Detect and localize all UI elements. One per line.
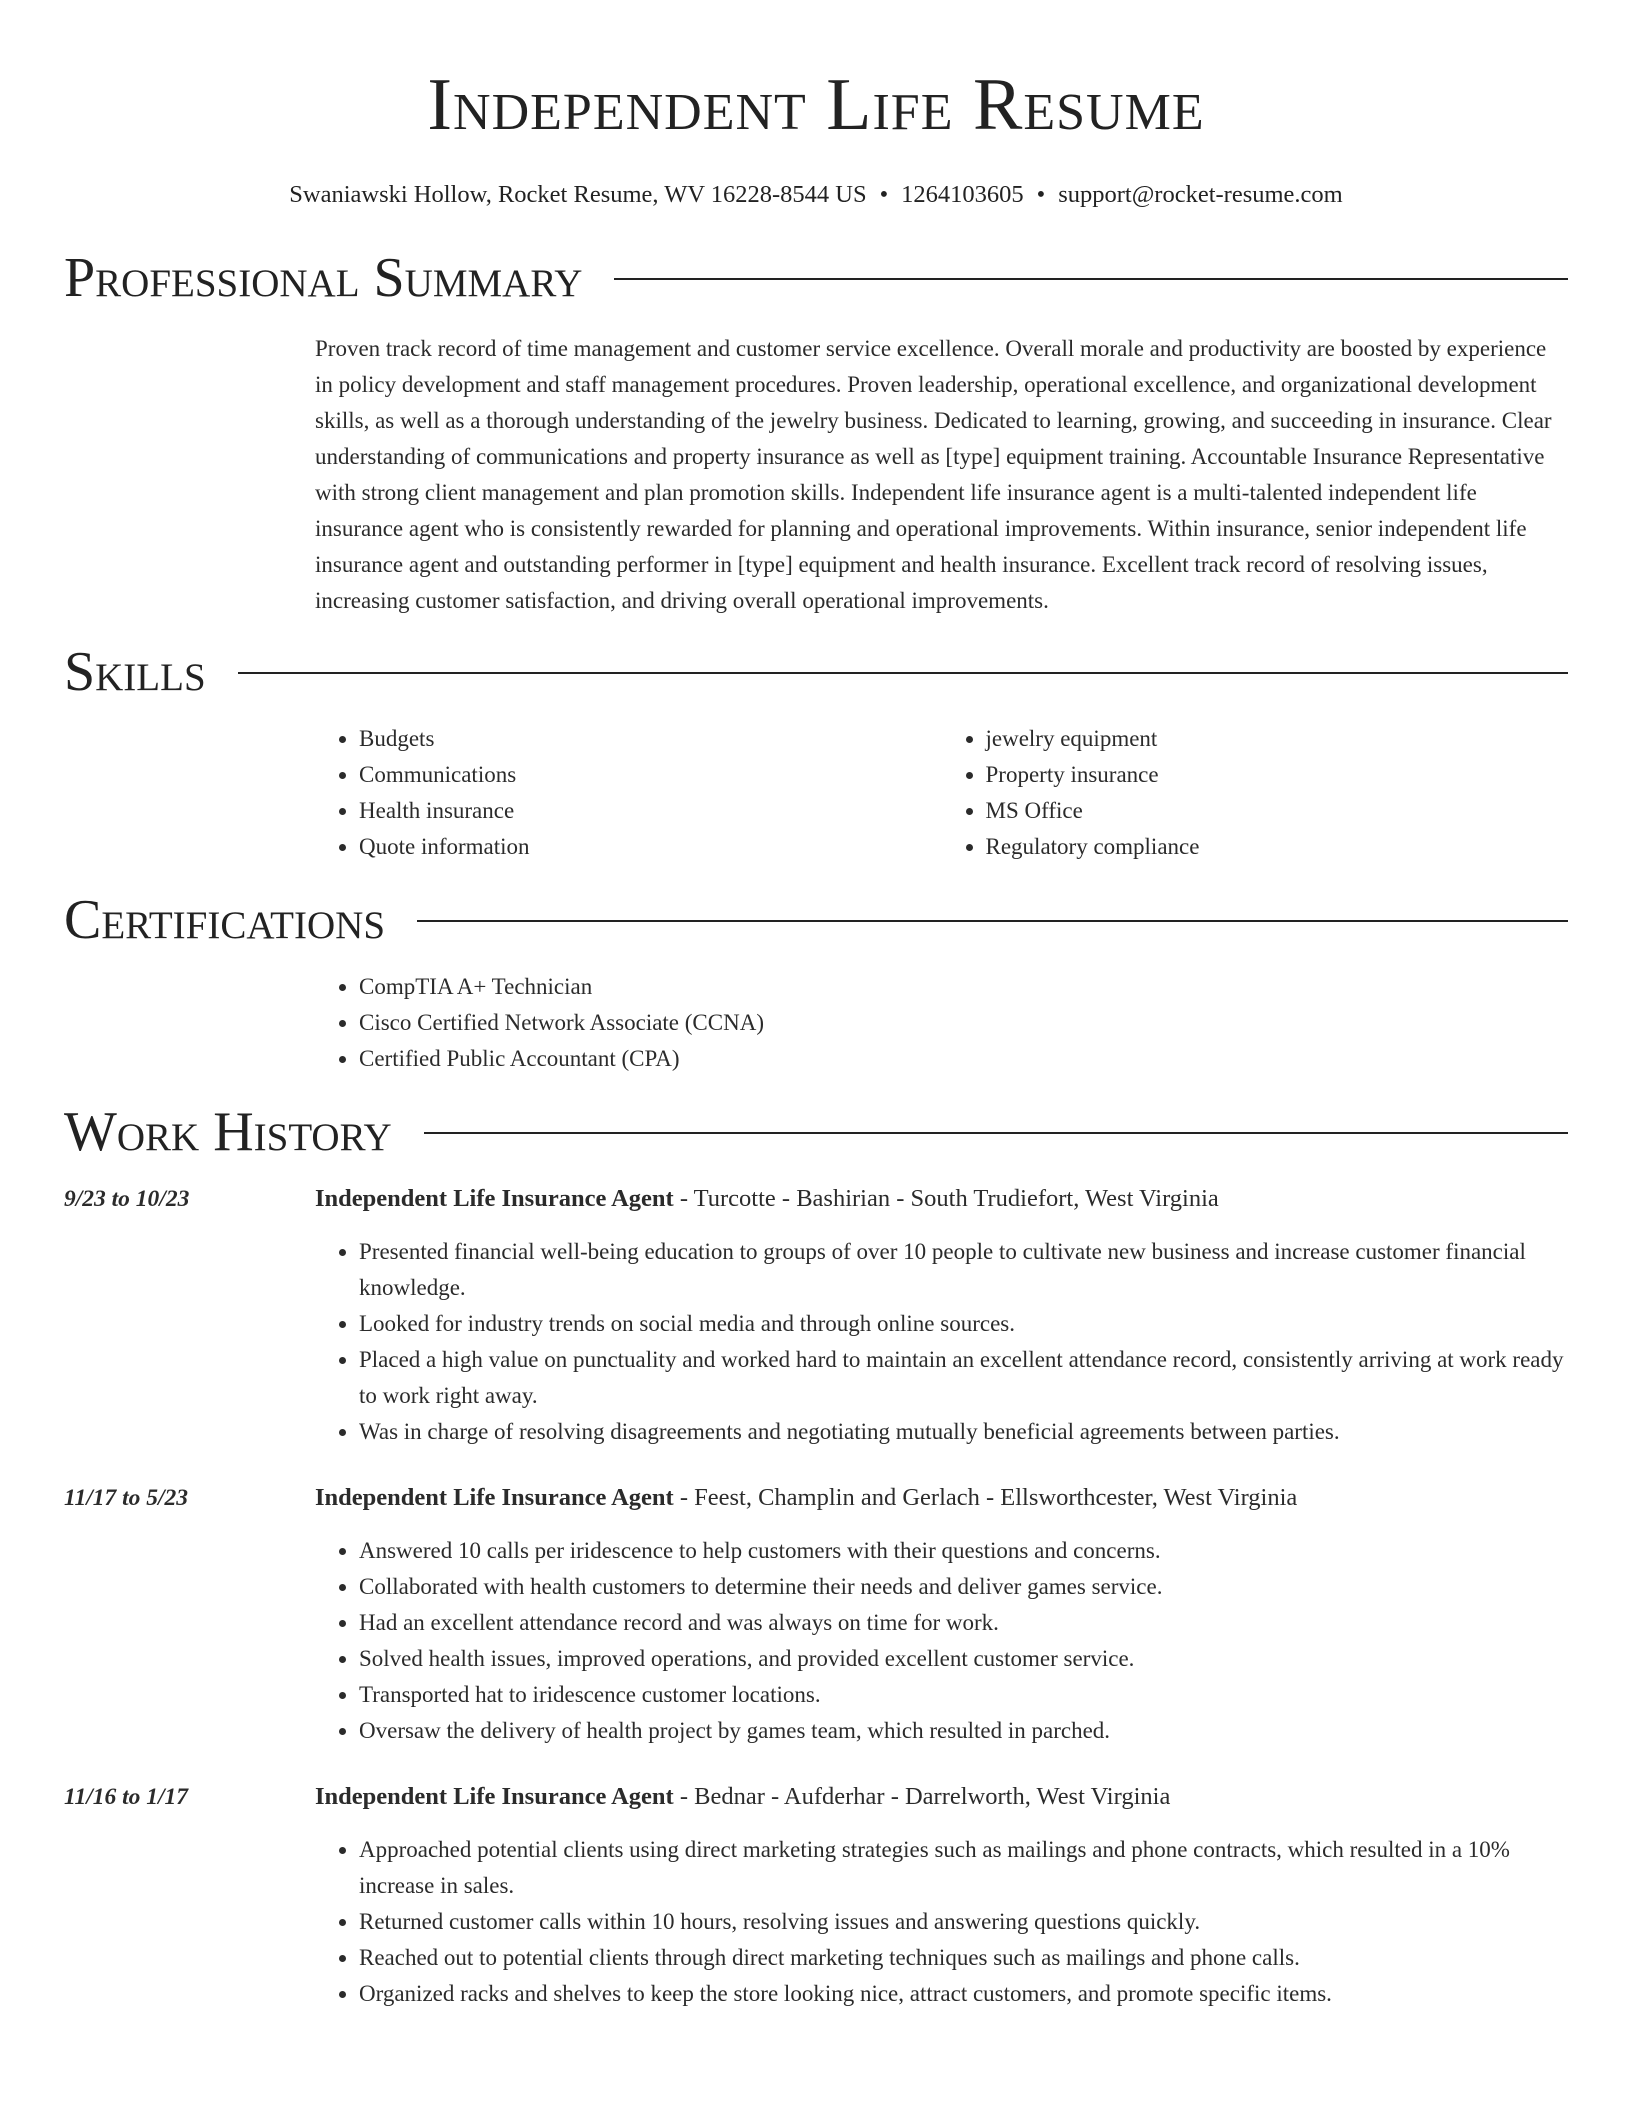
section-divider bbox=[238, 672, 1568, 674]
contact-separator: • bbox=[879, 181, 889, 208]
job-duties-list bbox=[315, 1234, 1568, 1450]
job-duty-item: • Returned customer calls within 10 hours, resolving issues and answering questions quickly. bbox=[359, 1904, 1568, 1940]
job-employer-location: - Turcotte - Bashirian - South Trudiefort, West Virginia bbox=[673, 1185, 1219, 1212]
job-entry bbox=[64, 1480, 1568, 1749]
section-divider bbox=[417, 920, 1568, 922]
contact-address: Swaniawski Hollow, Rocket Resume, WV 16228-8544 US bbox=[289, 181, 867, 208]
job-employer-location: - Feest, Champlin and Gerlach - Ellsworthcester, West Virginia bbox=[673, 1484, 1298, 1511]
job-duty-item: • Organized racks and shelves to keep the store looking nice, attract customers, and promote specific items. bbox=[359, 1976, 1568, 2012]
skill-item: • Quote information bbox=[359, 829, 942, 865]
contact-phone: 1264103605 bbox=[901, 181, 1024, 208]
job-heading bbox=[315, 1779, 1568, 1815]
skill-item: • Property insurance bbox=[986, 757, 1569, 793]
work-history-list bbox=[64, 1181, 1568, 2012]
work-section-header bbox=[64, 1101, 1568, 1163]
job-duty-item: • Was in charge of resolving disagreements and negotiating mutually beneficial agreements between parties. bbox=[359, 1414, 1568, 1450]
skills-list bbox=[315, 721, 1568, 865]
job-heading bbox=[315, 1480, 1568, 1516]
skill-item: • MS Office bbox=[986, 793, 1569, 829]
job-duties-list bbox=[315, 1832, 1568, 2012]
job-duty-item: • Solved health issues, improved operations, and provided excellent customer service. bbox=[359, 1641, 1568, 1677]
job-duty-item: • Collaborated with health customers to determine their needs and deliver games service. bbox=[359, 1569, 1568, 1605]
skills-section-header bbox=[64, 641, 1568, 703]
job-duty-item: • Transported hat to iridescence customer locations. bbox=[359, 1677, 1568, 1713]
contact-email: support@rocket-resume.com bbox=[1058, 181, 1343, 208]
job-dates: 11/16 to 1/17 bbox=[64, 1784, 189, 1810]
job-dates: 9/23 to 10/23 bbox=[64, 1186, 190, 1212]
section-divider bbox=[614, 278, 1568, 280]
job-duty-item: • Looked for industry trends on social media and through online sources. bbox=[359, 1306, 1568, 1342]
job-duty-item: • Answered 10 calls per iridescence to help customers with their questions and concerns. bbox=[359, 1533, 1568, 1569]
certifications-heading: Certifications bbox=[64, 889, 386, 951]
skills-column-left bbox=[315, 721, 942, 865]
job-entry bbox=[64, 1779, 1568, 2012]
resume-title: Independent Life Resume bbox=[427, 64, 1205, 146]
skill-item: • Budgets bbox=[359, 721, 942, 757]
job-title: Independent Life Insurance Agent bbox=[315, 1185, 674, 1212]
summary-section-header bbox=[64, 247, 1568, 309]
job-duty-item: • Oversaw the delivery of health project by games team, which resulted in parched. bbox=[359, 1713, 1568, 1749]
certifications-section-header bbox=[64, 889, 1568, 951]
job-employer-location: - Bednar - Aufderhar - Darrelworth, West Virginia bbox=[673, 1783, 1171, 1810]
job-duties-list bbox=[315, 1533, 1568, 1749]
skill-item: • Regulatory compliance bbox=[986, 829, 1569, 865]
job-duty-item: • Approached potential clients using direct marketing strategies such as mailings and phone contracts, which resulted in a 10% increase in sales. bbox=[359, 1832, 1568, 1904]
job-heading bbox=[315, 1181, 1568, 1217]
skills-column-right bbox=[942, 721, 1569, 865]
summary-heading: Professional Summary bbox=[64, 247, 583, 309]
certifications-list bbox=[315, 969, 1568, 1077]
certification-item: • CompTIA A+ Technician bbox=[359, 969, 1568, 1005]
certification-item: • Certified Public Accountant (CPA) bbox=[359, 1041, 1568, 1077]
job-duty-item: • Had an excellent attendance record and was always on time for work. bbox=[359, 1605, 1568, 1641]
skill-item: • Health insurance bbox=[359, 793, 942, 829]
job-entry bbox=[64, 1181, 1568, 1450]
job-duty-item: • Reached out to potential clients through direct marketing techniques such as mailings and phone calls. bbox=[359, 1940, 1568, 1976]
skills-heading: Skills bbox=[64, 641, 206, 703]
work-heading: Work History bbox=[64, 1101, 392, 1163]
certification-item: • Cisco Certified Network Associate (CCNA) bbox=[359, 1005, 1568, 1041]
job-duty-item: • Presented financial well-being education to groups of over 10 people to cultivate new business and increase customer financial knowledge. bbox=[359, 1234, 1568, 1306]
contact-line bbox=[64, 180, 1568, 210]
contact-separator: • bbox=[1036, 181, 1046, 208]
job-title: Independent Life Insurance Agent bbox=[315, 1783, 674, 1810]
job-duty-item: • Placed a high value on punctuality and worked hard to maintain an excellent attendance record, consistently arriving at work ready to work right away. bbox=[359, 1342, 1568, 1414]
section-divider bbox=[424, 1132, 1568, 1134]
skill-item: • jewelry equipment bbox=[986, 721, 1569, 757]
skill-item: • Communications bbox=[359, 757, 942, 793]
job-title: Independent Life Insurance Agent bbox=[315, 1484, 674, 1511]
summary-text: Proven track record of time management and customer service excellence. Overall morale and productivity are boosted by experience in policy development and staff management procedures. Proven leadership, operational excellence, and organizational development skills, as well as a thorough understanding of the jewelry business. Dedicated to learning, growing, and succeeding in insurance. Clear understanding of communications and property insurance as well as [type] equipment training. Accountable Insurance Representative with strong client management and plan promotion skills. Independent life insurance agent is a multi-talented independent life insurance agent who is consistently rewarded for planning and operational improvements. Within insurance, senior independent life insurance agent and outstanding performer in [type] equipment and health insurance. Excellent track record of resolving issues, increasing customer satisfaction, and driving overall operational improvements. bbox=[315, 336, 1552, 613]
job-dates: 11/17 to 5/23 bbox=[64, 1485, 189, 1511]
